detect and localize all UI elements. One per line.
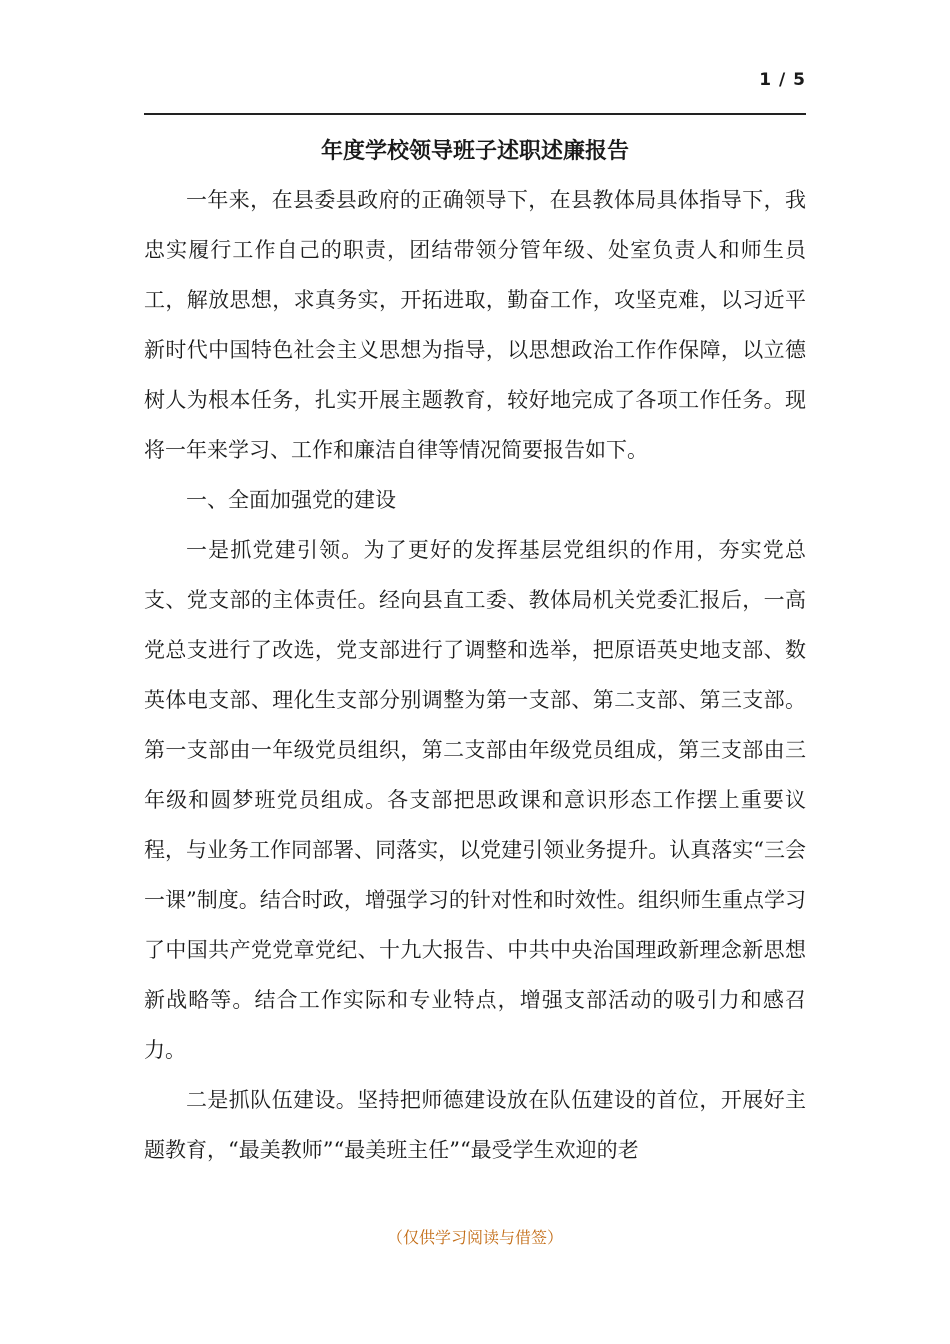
- document-body: [144, 175, 806, 1175]
- paragraph-intro: 一年来，在县委县政府的正确领导下，在县教体局具体指导下，我忠实履行工作自己的职责，团结带领分管年级、处室负责人和师生员工，解放思想，求真务实，开拓进取，勤奋工作，攻坚克难，以习近平新时代中国特色社会主义思想为指导，以思想政治工作作保障，以立德树人为根本任务，扎实开展主题教育，较好地完成了各项工作任务。现将一年来学习、工作和廉洁自律等情况简要报告如下。: [144, 188, 806, 462]
- document-title: 年度学校领导班子述职述廉报告: [320, 138, 629, 164]
- paragraph-party-building: 一是抓党建引领。为了更好的发挥基层党组织的作用，夯实党总支、党支部的主体责任。经向县直工委、教体局机关党委汇报后，一高党总支进行了改选，党支部进行了调整和选举，把原语英史地支部、数英体电支部、理化生支部分别调整为第一支部、第二支部、第三支部。第一支部由一年级党员组织，第二支部由年级党员组成，第三支部由三年级和圆梦班党员组成。各支部把思政课和意识形态工作摆上重要议程，与业务工作同部署、同落实，以党建引领业务提升。认真落实“三会一课”制度。结合时政，增强学习的针对性和时效性。组织师生重点学习了中国共产党党章党纪、十九大报告、中共中央治国理政新理念新思想新战略等。结合工作实际和专业特点，增强支部活动的吸引力和感召力。: [144, 538, 806, 1062]
- footer-note: （仅供学习阅读与借签）: [386, 1228, 563, 1247]
- header-divider: [144, 113, 806, 115]
- page-number: 1 / 5: [759, 70, 806, 90]
- section-heading: 一、全面加强党的建设: [186, 488, 396, 512]
- paragraph-team-building: 二是抓队伍建设。坚持把师德建设放在队伍建设的首位，开展好主题教育，“最美教师”“最美班主任”“最受学生欢迎的老: [144, 1088, 806, 1162]
